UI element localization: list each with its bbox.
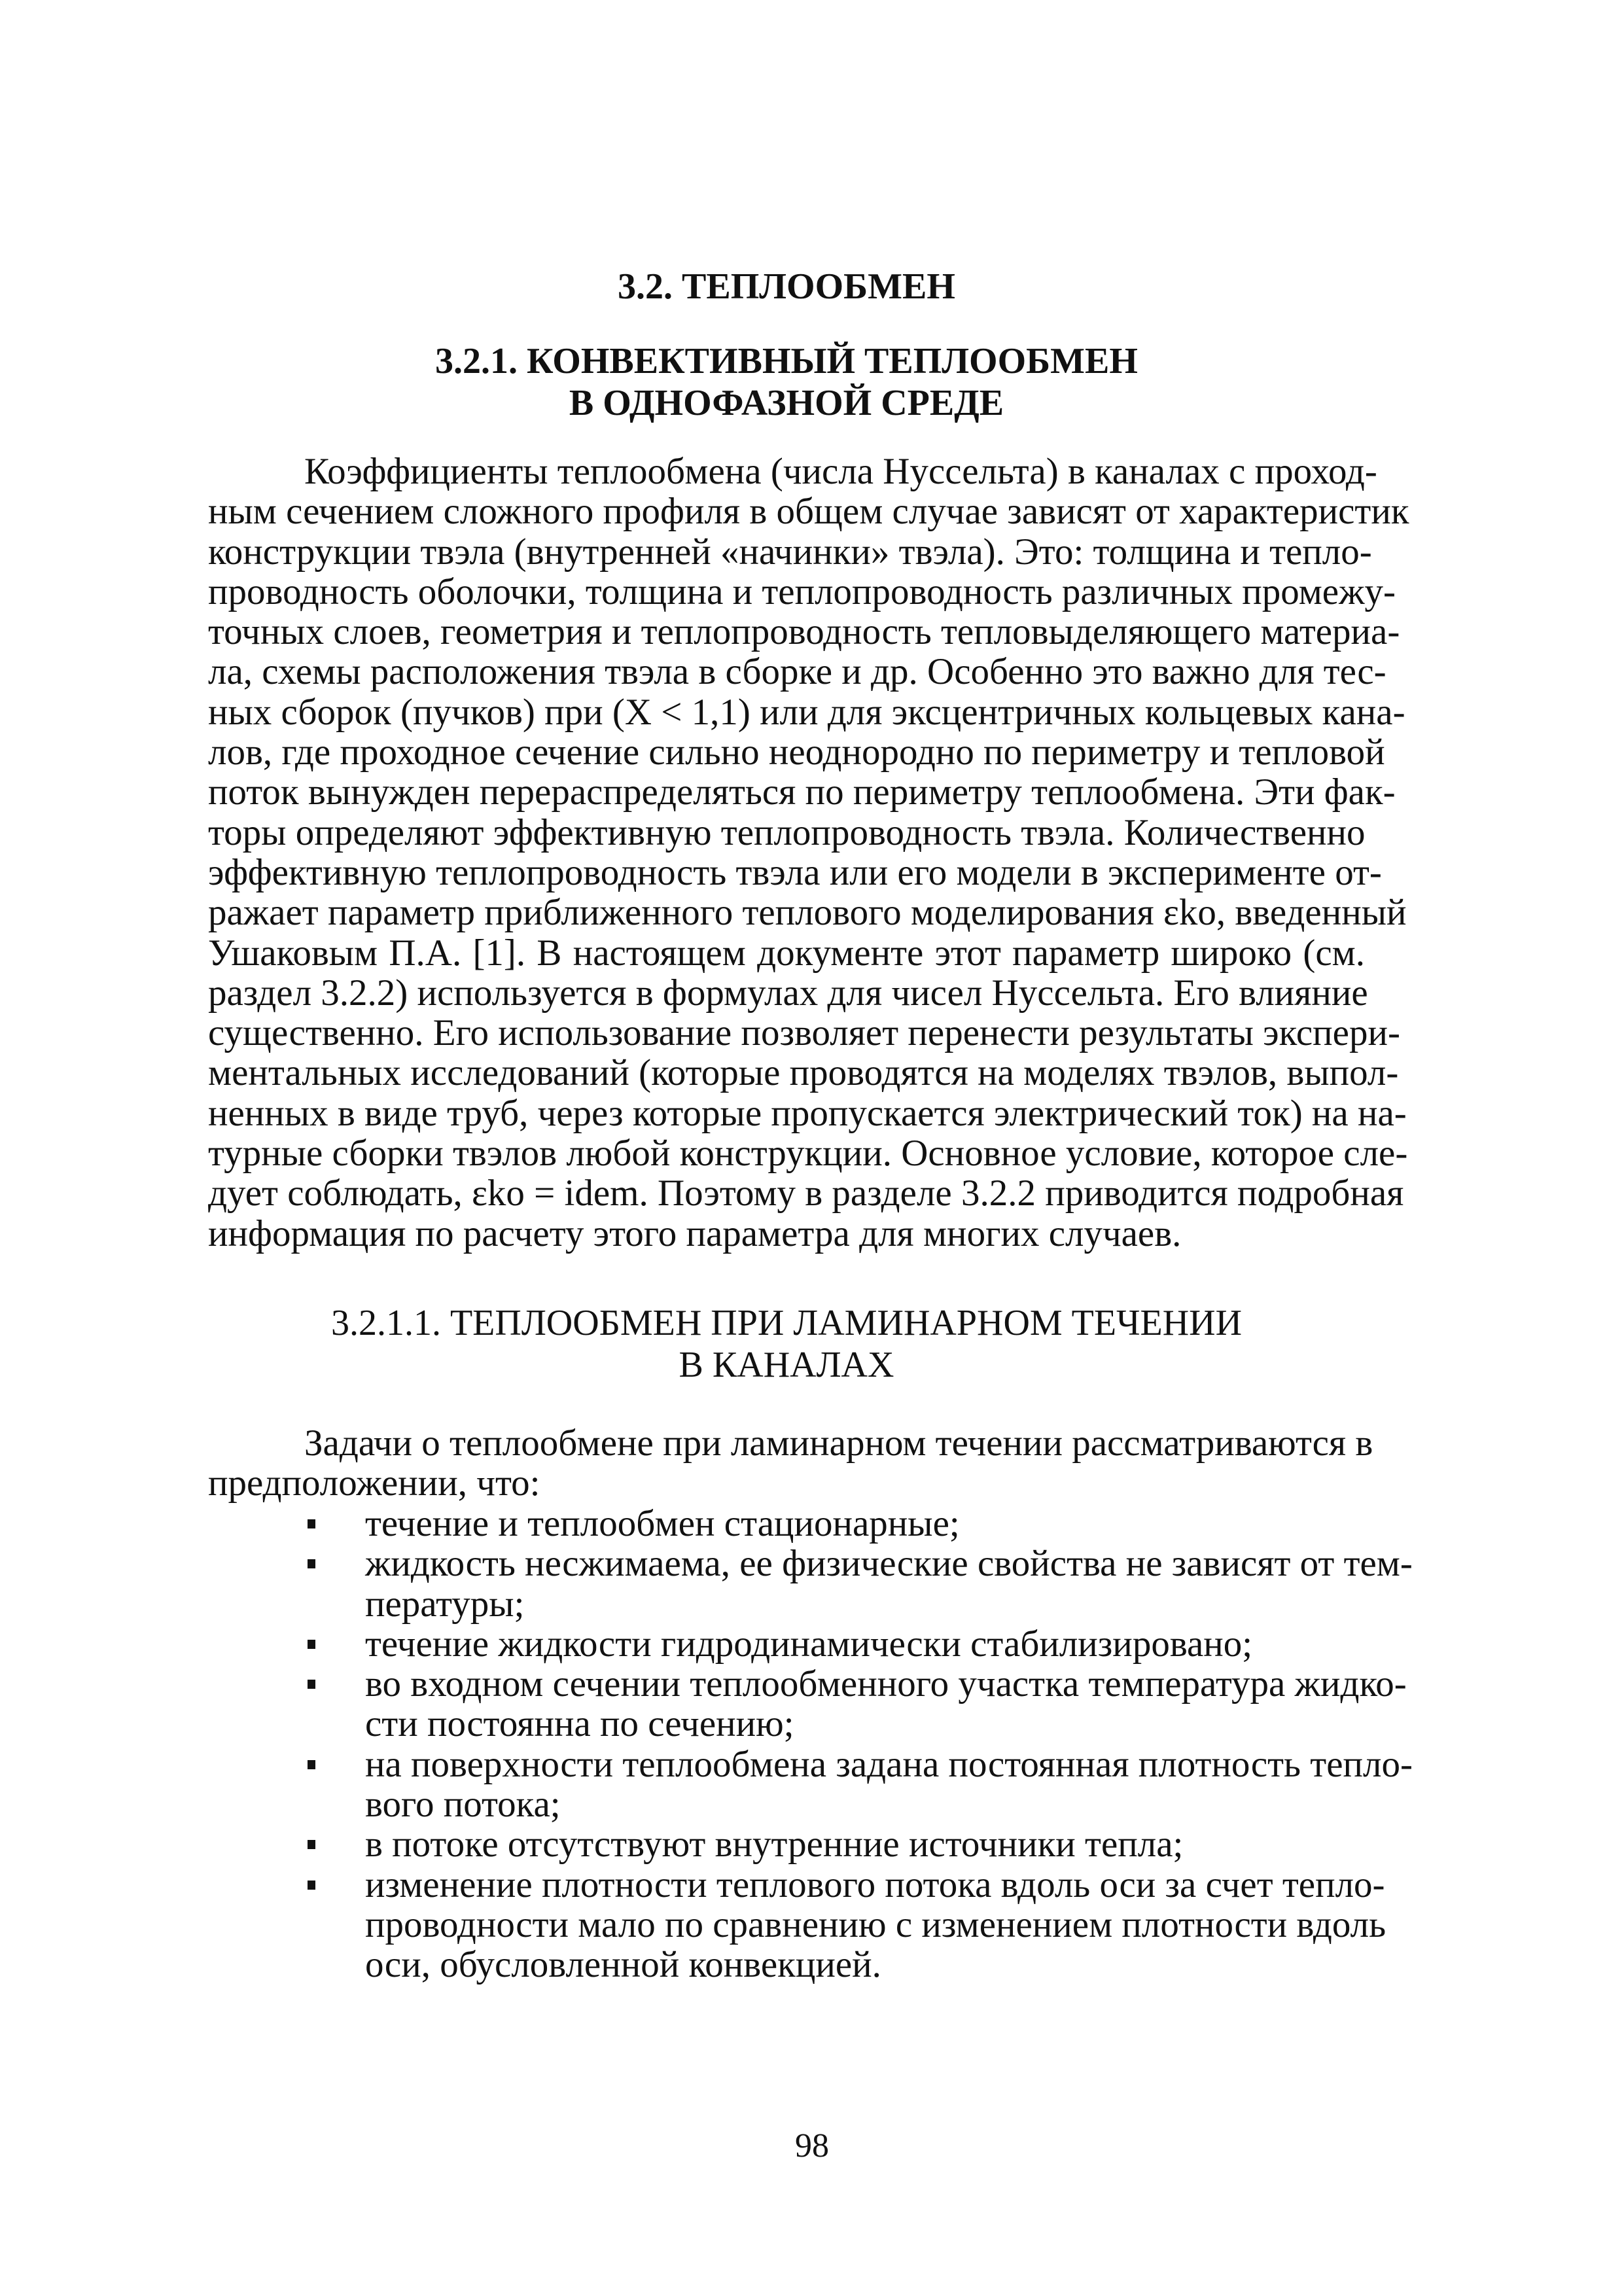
paragraph-line: раздел 3.2.2) используется в формулах для чисел Нуссельта. Его влияние (208, 972, 1368, 1014)
bullet-square-icon (308, 1881, 315, 1890)
list-item (208, 1863, 1386, 1986)
subsection-title-line-2: В ОДНОФАЗНОЙ СРЕДЕ (569, 383, 1004, 423)
paragraph-line: ражает параметр приближенного теплового моделирования εko, введенный (208, 892, 1407, 934)
list-item-line: изменение плотности теплового потока вдоль оси за счет тепло- (365, 1863, 1385, 1905)
paragraph-line: предположении, что: (208, 1462, 540, 1504)
paragraph-line: ла, схемы расположения твэла в сборке и др. Особенно это важно для тес- (208, 651, 1386, 693)
paragraph-line: ментальных исследований (которые проводятся на моделях твэлов, выпол- (208, 1052, 1399, 1094)
list-item (208, 1743, 1413, 1826)
paragraph-line: конструкции твэла (внутренней «начинки» твэла). Это: толщина и тепло- (208, 531, 1372, 573)
list-item-line: во входном сечении теплообменного участка температура жидко- (365, 1663, 1407, 1705)
paragraph-intro (208, 451, 1409, 1254)
bullet-square-icon (308, 1559, 315, 1568)
subsubsection-title-line-1: 3.2.1.1. ТЕПЛООБМЕН ПРИ ЛАМИНАРНОМ ТЕЧЕНИИ (330, 1303, 1243, 1343)
list-item-line: жидкость несжимаема, ее физические свойства не зависят от тем- (365, 1543, 1413, 1585)
list-item (208, 1543, 1413, 1625)
subsubsection-title-line-2: В КАНАЛАХ (679, 1345, 894, 1385)
paragraph-line: существенно. Его использование позволяет перенести результаты экспери- (208, 1012, 1400, 1054)
paragraph-line: лов, где проходное сечение сильно неоднородно по периметру и тепловой (208, 732, 1385, 773)
list-item-line: проводности мало по сравнению с изменением плотности вдоль (365, 1903, 1386, 1945)
subsection-title-line-1: 3.2.1. КОНВЕКТИВНЫЙ ТЕПЛООБМЕН (435, 341, 1138, 381)
list-item-line: на поверхности теплообмена задана постоянная плотность тепло- (365, 1743, 1413, 1785)
paragraph-line: ным сечением сложного профиля в общем случае зависят от характеристик (208, 491, 1409, 533)
paragraph-line: поток вынужден перераспределяться по периметру теплообмена. Эти фак- (208, 771, 1396, 813)
bullet-square-icon (308, 1680, 315, 1689)
paragraph-line: дует соблюдать, εko = idem. Поэтому в разделе 3.2.2 приводится подробная (208, 1173, 1404, 1214)
paragraph-line: точных слоев, геометрия и теплопроводность тепловыделяющего материа- (208, 611, 1400, 653)
paragraph-line: Ушаковым П.А. [1]. В настоящем документе этот параметр широко (см. (208, 932, 1365, 974)
list-item-line: пературы; (365, 1583, 525, 1625)
bullet-square-icon (308, 1760, 315, 1769)
paragraph-line: торы определяют эффективную теплопроводность твэла. Количественно (208, 811, 1366, 853)
list-item-line: в потоке отсутствуют внутренние источники тепла; (365, 1824, 1184, 1865)
list-item-line: оси, обусловленной конвекцией. (365, 1944, 881, 1986)
page-number: 98 (795, 2127, 829, 2164)
paragraph-line: проводность оболочки, толщина и теплопроводность различных промежу- (208, 571, 1396, 612)
bullet-square-icon (308, 1519, 315, 1528)
bullet-square-icon (308, 1840, 315, 1849)
list-item (208, 1624, 1365, 1664)
list-item-line: вого потока; (365, 1784, 561, 1826)
assumptions-list (208, 1503, 1413, 1986)
list-item (208, 1663, 1407, 1745)
paragraph-line: эффективную теплопроводность твэла или его модели в эксперименте от- (208, 851, 1382, 893)
paragraph-line: ных сборок (пучков) при (X < 1,1) или для эксцентричных кольцевых кана- (208, 691, 1405, 733)
paragraph-assumptions-intro (208, 1422, 1373, 1504)
section-title: 3.2. ТЕПЛООБМЕН (618, 266, 955, 307)
subsubsection-title (208, 1302, 1365, 1386)
paragraph-line: турные сборки твэлов любой конструкции. Основное условие, которое сле- (208, 1133, 1408, 1174)
paragraph-line: Коэффициенты теплообмена (числа Нуссельта) в каналах с проход- (304, 451, 1377, 492)
subsection-title (208, 340, 1365, 424)
list-item (208, 1504, 1365, 1544)
paragraph-line: ненных в виде труб, через которые пропускается электрический ток) на на- (208, 1092, 1407, 1134)
list-item-line: сти постоянна по сечению; (365, 1703, 794, 1745)
bullet-square-icon (308, 1640, 315, 1649)
list-item-line: течение и теплообмен стационарные; (365, 1503, 960, 1544)
list-item (208, 1824, 1365, 1864)
list-item-line: течение жидкости гидродинамически стабилизировано; (365, 1623, 1253, 1665)
paragraph-line: Задачи о теплообмене при ламинарном течении рассматриваются в (304, 1422, 1373, 1464)
paragraph-line: информация по расчету этого параметра для многих случаев. (208, 1212, 1182, 1254)
